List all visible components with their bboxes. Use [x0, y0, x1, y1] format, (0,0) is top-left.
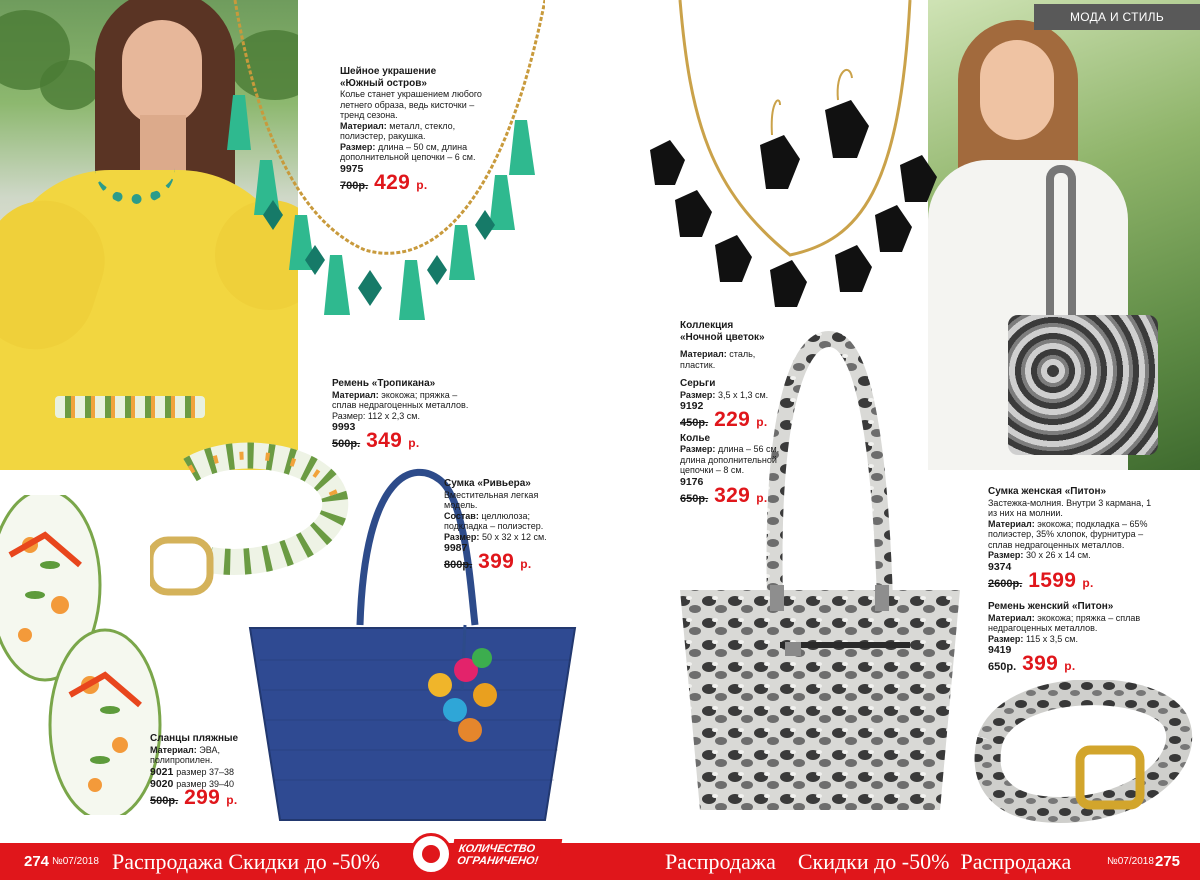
- product-description: Застежка-молния. Внутри 3 кармана, 1 из них на молнии.: [988, 497, 1152, 518]
- price-row: [444, 550, 574, 573]
- size-value: 50 x 32 x 12 см.: [481, 531, 547, 542]
- old-price: 500р.: [150, 794, 179, 807]
- product-description: Вместительная легкая модель.: [444, 489, 539, 510]
- limited-quantity-badge: [410, 831, 560, 877]
- size-value: длина – 56 см, длина дополнительной цепочки – 8 см.: [680, 444, 780, 475]
- material-label: Состав:: [444, 510, 479, 521]
- product-title: Шейное украшение: [340, 66, 437, 77]
- price-row: [680, 408, 790, 431]
- material-value: экокожа; пряжка – сплав недрагоценных металлов.: [988, 612, 1141, 633]
- new-price: 299 р.: [184, 785, 238, 809]
- size-value: Размер: 112 x 2,3 см.: [332, 410, 420, 421]
- price-row: [340, 170, 490, 194]
- badge-circle-icon: [410, 833, 452, 875]
- product-title: «Ночной цветок»: [680, 331, 765, 343]
- night-collection-info: [680, 320, 790, 507]
- material-label: Материал:: [340, 120, 387, 131]
- earrings-title: Серьги: [680, 378, 716, 389]
- right-promo-text: Распродажа Скидки до -50% Распродажа: [665, 849, 1072, 874]
- size-label: Размер:: [340, 141, 376, 152]
- material-value: экокожа; подкладка – 65% полиэстер, 35% хлопок, фурнитура – сплав недрагоценных металлов.: [988, 518, 1148, 550]
- price-row: [988, 568, 1160, 592]
- product-code: 9192: [680, 400, 704, 412]
- beach-sandals-image: [0, 495, 175, 815]
- python-belt-image: [970, 680, 1195, 830]
- old-price: 450р.: [680, 417, 709, 429]
- regular-price: 650р.: [988, 661, 1017, 673]
- size-label: Размер:: [680, 389, 716, 400]
- python-bag-info: [988, 486, 1160, 592]
- model-photo-white-dress: [928, 0, 1200, 470]
- left-issue-number: №07/2018: [52, 856, 99, 867]
- size-label: Размер:: [988, 633, 1024, 644]
- size-value: длина – 50 см, длина дополнительной цепочки – 6 см.: [340, 141, 476, 162]
- material-label: Материал:: [988, 518, 1035, 529]
- product-description: Колье станет украшением любого летнего образа, ведь кисточки – тренд сезона.: [340, 89, 482, 120]
- product-title: Ремень «Тропикана»: [332, 378, 436, 389]
- product-code: 9176: [680, 475, 704, 488]
- old-price: 700р.: [340, 179, 369, 192]
- size-label: Размер:: [444, 531, 480, 542]
- size-value: 30 x 26 x 14 см.: [1025, 550, 1091, 560]
- badge-label: КОЛИЧЕСТВО ОГРАНИЧЕНО!: [450, 839, 562, 871]
- new-price: 399 р.: [478, 550, 532, 573]
- riviera-bag-info: [444, 478, 574, 571]
- size-value: 115 x 3,5 см.: [1025, 633, 1078, 644]
- material-value: сталь, пластик.: [680, 349, 756, 370]
- material-value: ЭВА, полипропилен.: [150, 744, 220, 765]
- old-price: 650р.: [680, 492, 709, 505]
- new-price: 399 р.: [1022, 652, 1076, 675]
- new-price: 1599 р.: [1028, 568, 1094, 592]
- new-price: 429 р.: [374, 170, 428, 194]
- tropic-necklace-info: [340, 66, 490, 194]
- price-row: [680, 483, 790, 507]
- size-label: Размер:: [680, 444, 716, 454]
- left-promo-text: Распродажа Скидки до -50%: [112, 849, 380, 874]
- product-code: 9975: [340, 162, 364, 175]
- product-title: Ремень женский «Питон»: [988, 601, 1114, 612]
- old-price: 800р.: [444, 559, 473, 571]
- material-label: Материал:: [988, 612, 1035, 623]
- new-price: 329 р.: [714, 483, 768, 507]
- material-label: Материал:: [332, 389, 379, 400]
- new-price: 229 р.: [714, 408, 768, 431]
- right-page-number: 275: [1155, 853, 1181, 870]
- price-row: [332, 429, 482, 452]
- material-value: металл, стекло, полиэстер, ракушка.: [340, 120, 456, 141]
- product-title: Сумка «Ривьера»: [444, 478, 531, 489]
- product-code: 9987: [444, 542, 468, 554]
- tropic-belt-info: [332, 378, 482, 450]
- material-label: Материал:: [150, 744, 197, 755]
- product-title: «Южный остров»: [340, 77, 427, 89]
- price-row: [150, 785, 260, 809]
- product-code: 9993: [332, 421, 356, 433]
- size-value: 3,5 x 1,3 см.: [717, 389, 769, 400]
- new-price: 349 р.: [366, 429, 420, 452]
- old-price: 500р.: [332, 438, 361, 450]
- section-tag: МОДА И СТИЛЬ: [1034, 4, 1200, 30]
- product-title: Сланцы пляжные: [150, 733, 239, 744]
- python-belt-info: [988, 601, 1148, 673]
- night-flower-necklace-image: [630, 0, 940, 320]
- size-label: Размер:: [988, 550, 1024, 560]
- footer-bar: [0, 843, 1200, 880]
- sandals-info: [150, 733, 260, 809]
- material-value: целлюлоза; подкладка – полиэстер.: [444, 510, 544, 531]
- product-code: 9419: [988, 644, 1012, 656]
- left-page-number: 274: [24, 853, 50, 870]
- price-row: [988, 652, 1148, 675]
- product-code-variant: 9021 размер 37–38: [150, 765, 235, 778]
- necklace-title: Колье: [680, 432, 711, 444]
- old-price: 2600р.: [988, 577, 1023, 590]
- product-code-variant: 9020 размер 39–40: [150, 777, 235, 790]
- product-title: Коллекция: [680, 320, 734, 331]
- product-code: 9374: [988, 560, 1012, 573]
- product-title: Сумка женская «Питон»: [988, 486, 1107, 497]
- right-issue-number: №07/2018: [1107, 856, 1154, 867]
- material-value: экокожа; пряжка – сплав недрагоценных металлов.: [332, 389, 469, 410]
- material-label: Материал:: [680, 349, 727, 359]
